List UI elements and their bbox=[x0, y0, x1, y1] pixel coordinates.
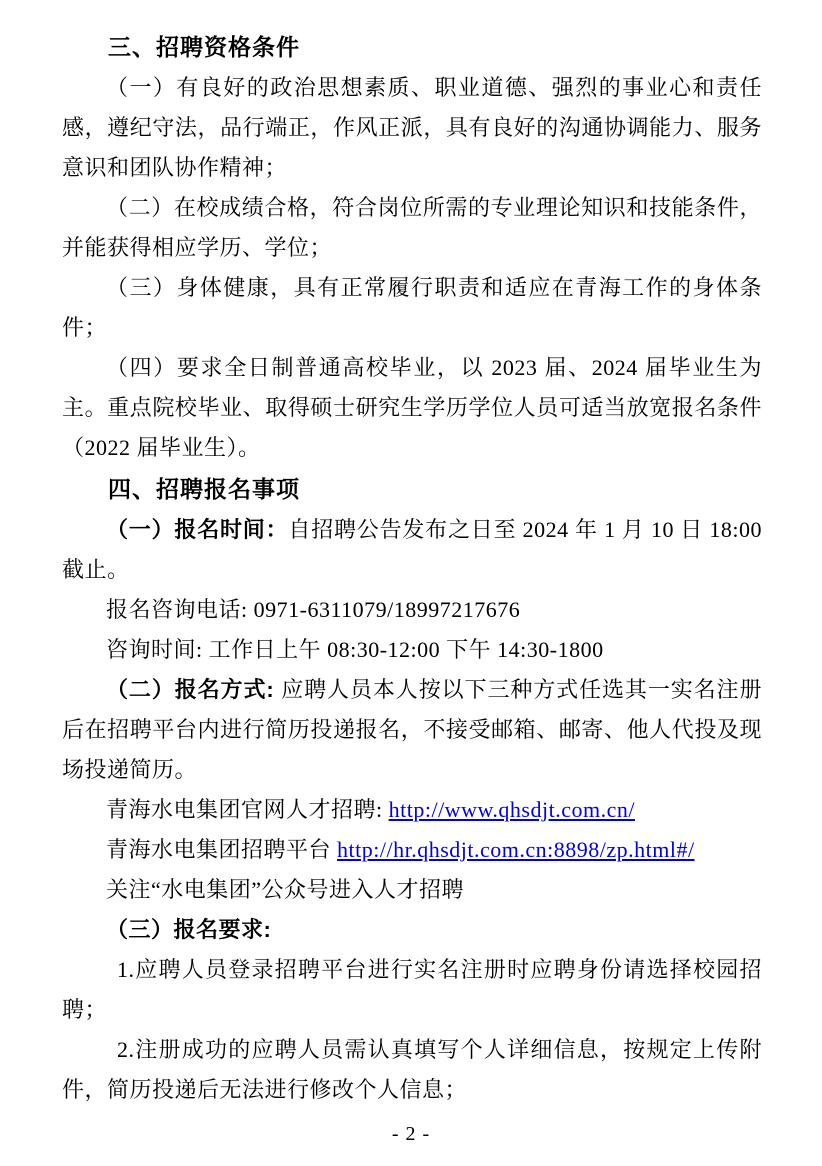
qualification-item-1: （一）有良好的政治思想素质、职业道德、强烈的事业心和责任感，遵纪守法，品行端正，作风正派，具有良好的沟通协调能力、服务意识和团队协作精神； bbox=[62, 75, 762, 180]
section-3-heading: 三、招聘资格条件 bbox=[108, 34, 300, 60]
official-website-label: 青海水电集团官网人才招聘: bbox=[106, 797, 389, 822]
page-number: - 2 - bbox=[391, 1123, 431, 1145]
apply-method-text: 应聘人员本人按以下三种方式任选其一实名注册后在招聘平台内进行简历投递报名，不接受邮箱、邮寄、他人代投及现场投递简历。 bbox=[62, 677, 762, 782]
wechat-line: 关注“水电集团”公众号进入人才招聘 bbox=[106, 877, 465, 902]
apply-time-label: （一）报名时间： bbox=[106, 517, 289, 542]
requirement-item-2: 2.注册成功的应聘人员需认真填写个人详细信息，按规定上传附件，简历投递后无法进行修改个人信息； bbox=[62, 1037, 762, 1102]
apply-time-text: 自招聘公告发布之日至 2024 年 1 月 10 日 18:00 截止。 bbox=[62, 517, 762, 582]
apply-method-paragraph bbox=[62, 670, 762, 790]
recruit-platform-line bbox=[62, 830, 762, 870]
recruit-platform-link[interactable]: http://hr.qhsdjt.com.cn:8898/zp.html#/ bbox=[337, 837, 695, 862]
qualification-item-4: （四）要求全日制普通高校毕业，以 2023 届、2024 届毕业生为主。重点院校毕业、取得硕士研究生学历学位人员可适当放宽报名条件（2022 届毕业生）。 bbox=[62, 355, 762, 460]
phone-line: 报名咨询电话: 0971-6311079/18997217676 bbox=[106, 597, 521, 622]
requirement-item-1: 1.应聘人员登录招聘平台进行实名注册时应聘身份请选择校园招聘； bbox=[62, 957, 762, 1022]
official-website-line bbox=[62, 790, 762, 830]
section-4-heading: 四、招聘报名事项 bbox=[108, 476, 300, 502]
apply-time-paragraph bbox=[62, 510, 762, 590]
apply-requirements-label: （三）报名要求: bbox=[106, 917, 272, 942]
hours-line: 咨询时间: 工作日上午 08:30-12:00 下午 14:30-1800 bbox=[106, 637, 604, 662]
qualification-item-2: （二）在校成绩合格，符合岗位所需的专业理论知识和技能条件，并能获得相应学历、学位； bbox=[62, 195, 762, 260]
recruit-platform-label: 青海水电集团招聘平台 bbox=[106, 837, 338, 862]
apply-requirements-heading bbox=[62, 910, 762, 950]
official-website-link[interactable]: http://www.qhsdjt.com.cn/ bbox=[388, 797, 635, 822]
apply-method-label: （二）报名方式: bbox=[106, 677, 282, 702]
qualification-item-3: （三）身体健康，具有正常履行职责和适应在青海工作的身体条件； bbox=[62, 275, 762, 340]
